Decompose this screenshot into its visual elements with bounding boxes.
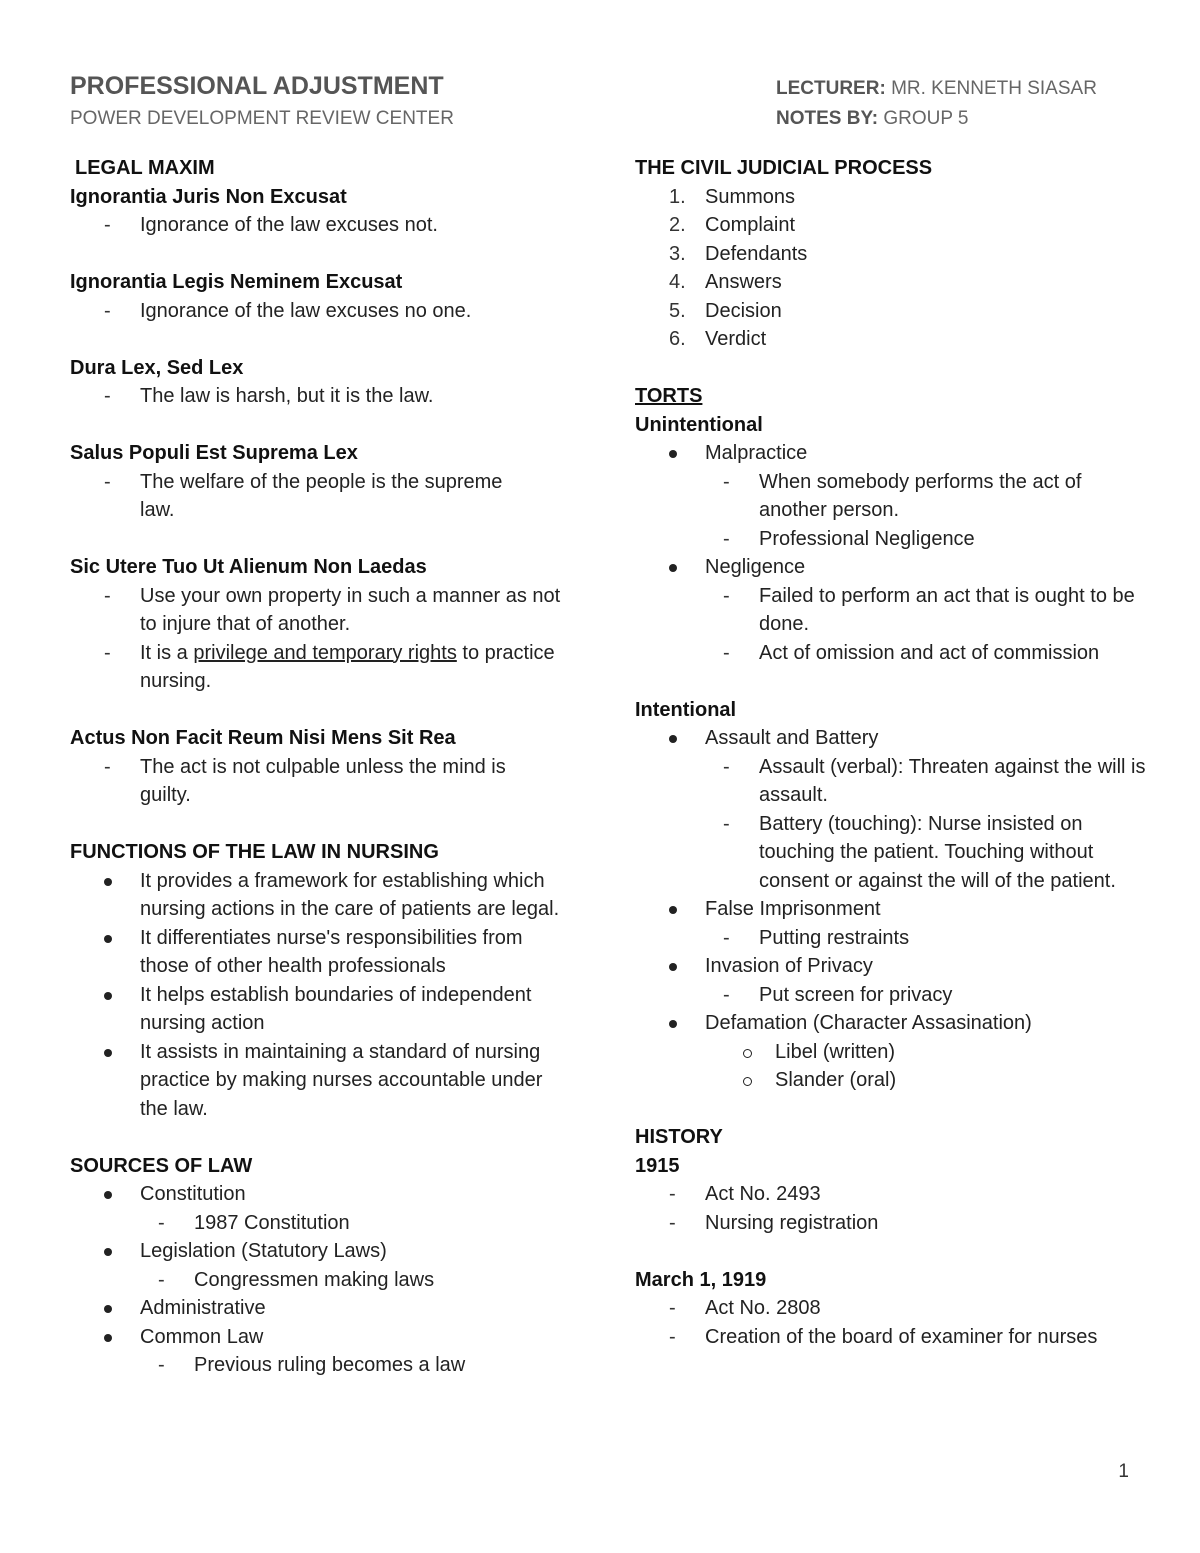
list-item xyxy=(70,867,570,924)
history-heading: HISTORY xyxy=(635,1126,723,1148)
lecturer-line xyxy=(776,78,1097,100)
maxim-title: Ignorantia Legis Neminem Excusat xyxy=(70,271,403,293)
list-item xyxy=(70,382,570,411)
hollow-bullet-icon xyxy=(743,1077,752,1086)
function-item: It assists in maintaining a standard of nursing practice by making nurses accountable under the law. xyxy=(140,1040,543,1120)
dash-bullet-icon: - xyxy=(669,1325,676,1348)
history-item: Act No. 2493 xyxy=(705,1183,821,1205)
tort-item: False Imprisonment xyxy=(705,898,881,920)
list-item xyxy=(635,439,1155,468)
list-item xyxy=(70,753,560,810)
dash-bullet-icon: - xyxy=(723,470,730,493)
dash-bullet-icon: - xyxy=(104,299,111,322)
maxim-meaning-prefix: It is a xyxy=(140,641,194,664)
dash-bullet-icon: - xyxy=(158,1268,165,1291)
maxim-meaning-suffix: to practice nursing. xyxy=(140,641,555,692)
tort-item: Malpractice xyxy=(705,442,808,464)
list-item xyxy=(635,468,1139,525)
maxim-meaning: Ignorance of the law excuses not. xyxy=(140,214,438,236)
hollow-bullet-icon xyxy=(743,1049,752,1058)
list-item xyxy=(635,639,1159,668)
source-sub-item: 1987 Constitution xyxy=(194,1211,350,1234)
dash-bullet-icon: - xyxy=(723,755,730,778)
dash-bullet-icon: - xyxy=(723,527,730,550)
source-sub-item: Previous ruling becomes a law xyxy=(194,1354,466,1376)
list-item xyxy=(635,981,1155,1010)
history-item: Act No. 2808 xyxy=(705,1297,821,1319)
notes-by-value: GROUP 5 xyxy=(883,108,969,129)
tort-item: Negligence xyxy=(705,556,806,578)
bullet-dot-icon xyxy=(669,735,677,743)
list-item xyxy=(635,895,1155,924)
dash-bullet-icon: - xyxy=(158,1211,165,1234)
civil-step: Decision xyxy=(705,299,782,322)
maxim-title: Sic Utere Tuo Ut Alienum Non Laedas xyxy=(70,556,427,578)
bullet-dot-icon xyxy=(104,992,112,1000)
dash-bullet-icon: - xyxy=(723,641,730,664)
dash-bullet-icon: - xyxy=(104,584,111,607)
list-item xyxy=(70,981,570,1038)
dash-bullet-icon: - xyxy=(158,1354,165,1376)
bullet-dot-icon xyxy=(104,1049,112,1057)
torts-heading: TORTS xyxy=(635,385,703,407)
history-item: Nursing registration xyxy=(705,1211,879,1234)
list-item xyxy=(70,1038,570,1124)
maxim-meaning: The welfare of the people is the supreme law. xyxy=(140,470,503,521)
dash-bullet-icon: - xyxy=(723,812,730,835)
tort-sub-item: Putting restraints xyxy=(759,926,910,949)
maxim-title: Ignorantia Juris Non Excusat xyxy=(70,185,347,208)
function-item: It provides a framework for establishing which nursing actions in the care of patients are legal. xyxy=(140,869,560,920)
bullet-dot-icon xyxy=(104,1191,112,1199)
tort-sub-item: Slander (oral) xyxy=(775,1069,897,1091)
maxim-meaning: Ignorance of the law excuses no one. xyxy=(140,299,472,322)
tort-sub-item: Put screen for privacy xyxy=(759,983,953,1006)
list-item xyxy=(635,240,1155,269)
lecturer-value: MR. KENNETH SIASAR xyxy=(891,78,1097,99)
maxim-meaning: The act is not culpable unless the mind is guilty. xyxy=(140,755,506,806)
bullet-dot-icon xyxy=(104,935,112,943)
bullet-dot-icon xyxy=(669,450,677,458)
maxim-title: Dura Lex, Sed Lex xyxy=(70,356,244,379)
tort-sub-item: Failed to perform an act that is ought to be done. xyxy=(759,584,1135,635)
list-item xyxy=(635,325,1155,354)
source-item: Legislation (Statutory Laws) xyxy=(140,1240,387,1262)
list-item xyxy=(70,1266,570,1295)
maxim-title: Actus Non Facit Reum Nisi Mens Sit Rea xyxy=(70,727,456,749)
civil-step: Answers xyxy=(705,271,782,293)
history-date: 1915 xyxy=(635,1154,680,1177)
list-item xyxy=(635,724,1155,753)
list-item xyxy=(70,924,570,981)
tort-sub-item: Battery (touching): Nurse insisted on touching the patient. Touching without consent or against the will of the patient. xyxy=(759,812,1116,892)
civil-step: Summons xyxy=(705,185,796,208)
list-item xyxy=(70,211,570,240)
step-number: 5. xyxy=(669,299,686,322)
bullet-dot-icon xyxy=(669,564,677,572)
tort-sub-item: Act of omission and act of commission xyxy=(759,641,1100,664)
tort-sub-item: Assault (verbal): Threaten against the will is assault. xyxy=(759,755,1146,806)
dash-bullet-icon: - xyxy=(104,214,111,236)
dash-bullet-icon: - xyxy=(104,755,111,778)
source-item: Constitution xyxy=(140,1183,246,1205)
legal-maxim-heading: LEGAL MAXIM xyxy=(75,157,215,179)
history-date: March 1, 1919 xyxy=(635,1268,767,1291)
bullet-dot-icon xyxy=(669,906,677,914)
page-number: 1 xyxy=(1118,1461,1129,1482)
bullet-dot-icon xyxy=(669,1020,677,1028)
list-item xyxy=(635,1038,1155,1067)
step-number: 6. xyxy=(669,328,686,350)
right-column xyxy=(635,154,1155,1351)
list-item xyxy=(70,1180,570,1209)
underlined-phrase: privilege and temporary rights xyxy=(193,641,457,664)
history-item: Creation of the board of examiner for nurses xyxy=(705,1325,1098,1348)
dash-bullet-icon: - xyxy=(104,641,111,664)
list-item xyxy=(70,639,570,696)
civil-process-heading: THE CIVIL JUDICIAL PROCESS xyxy=(635,157,933,179)
list-item xyxy=(635,1209,1155,1238)
functions-heading: FUNCTIONS OF THE LAW IN NURSING xyxy=(70,841,439,863)
notes-by-line xyxy=(776,108,969,130)
list-item xyxy=(635,297,1155,326)
list-item xyxy=(635,924,1155,953)
step-number: 4. xyxy=(669,271,686,293)
list-item xyxy=(635,1294,1155,1323)
list-item xyxy=(635,553,1155,582)
tort-sub-item: Professional Negligence xyxy=(759,527,975,550)
intentional-heading: Intentional xyxy=(635,698,737,721)
function-item: It helps establish boundaries of independent nursing action xyxy=(140,983,532,1034)
list-item xyxy=(70,468,540,525)
page-title: PROFESSIONAL ADJUSTMENT xyxy=(70,72,444,100)
list-item xyxy=(70,297,570,326)
step-number: 2. xyxy=(669,214,686,236)
maxim-meaning: The law is harsh, but it is the law. xyxy=(140,385,434,407)
dash-bullet-icon: - xyxy=(104,385,111,407)
source-item: Administrative xyxy=(140,1297,266,1319)
dash-bullet-icon: - xyxy=(104,470,111,493)
civil-step: Verdict xyxy=(705,328,767,350)
dash-bullet-icon: - xyxy=(669,1211,676,1234)
dash-bullet-icon: - xyxy=(723,584,730,607)
source-item: Common Law xyxy=(140,1325,264,1348)
notes-by-label: NOTES BY: xyxy=(776,108,879,129)
unintentional-heading: Unintentional xyxy=(635,413,763,436)
list-item xyxy=(635,1066,1155,1095)
list-item xyxy=(635,1323,1200,1352)
list-item xyxy=(635,582,1149,639)
list-item xyxy=(635,952,1155,981)
list-item xyxy=(635,753,1149,810)
step-number: 1. xyxy=(669,185,686,208)
function-item: It differentiates nurse's responsibilities from those of other health professionals xyxy=(140,926,523,977)
bullet-dot-icon xyxy=(104,1305,112,1313)
list-item xyxy=(70,1294,570,1323)
source-sub-item: Congressmen making laws xyxy=(194,1268,435,1291)
tort-sub-item: Libel (written) xyxy=(775,1040,896,1063)
dash-bullet-icon: - xyxy=(669,1297,676,1319)
tort-item: Defamation (Character Assasination) xyxy=(705,1012,1032,1034)
dash-bullet-icon: - xyxy=(723,983,730,1006)
bullet-dot-icon xyxy=(104,1248,112,1256)
dash-bullet-icon: - xyxy=(669,1183,676,1205)
sources-heading: SOURCES OF LAW xyxy=(70,1154,253,1177)
bullet-dot-icon xyxy=(104,1334,112,1342)
page-subtitle: POWER DEVELOPMENT REVIEW CENTER xyxy=(70,108,454,129)
list-item xyxy=(635,810,1149,896)
list-item xyxy=(70,1209,570,1238)
list-item xyxy=(70,1323,570,1352)
civil-step: Complaint xyxy=(705,214,796,236)
maxim-title: Salus Populi Est Suprema Lex xyxy=(70,442,358,464)
list-item xyxy=(635,1180,1155,1209)
tort-sub-item: When somebody performs the act of another person. xyxy=(759,470,1082,521)
list-item xyxy=(635,1009,1155,1038)
left-column xyxy=(70,154,570,1380)
list-item xyxy=(70,582,570,639)
list-item xyxy=(635,525,1155,554)
dash-bullet-icon: - xyxy=(723,926,730,949)
list-item xyxy=(70,1351,570,1380)
list-item xyxy=(635,268,1155,297)
tort-item: Assault and Battery xyxy=(705,727,879,749)
bullet-dot-icon xyxy=(104,878,112,886)
lecturer-label: LECTURER: xyxy=(776,78,886,99)
step-number: 3. xyxy=(669,242,686,265)
maxim-meaning: Use your own property in such a manner as not to injure that of another. xyxy=(140,584,561,635)
tort-item: Invasion of Privacy xyxy=(705,955,873,977)
list-item xyxy=(635,183,1155,212)
list-item xyxy=(70,1237,570,1266)
civil-step: Defendants xyxy=(705,242,808,265)
bullet-dot-icon xyxy=(669,963,677,971)
list-item xyxy=(635,211,1155,240)
